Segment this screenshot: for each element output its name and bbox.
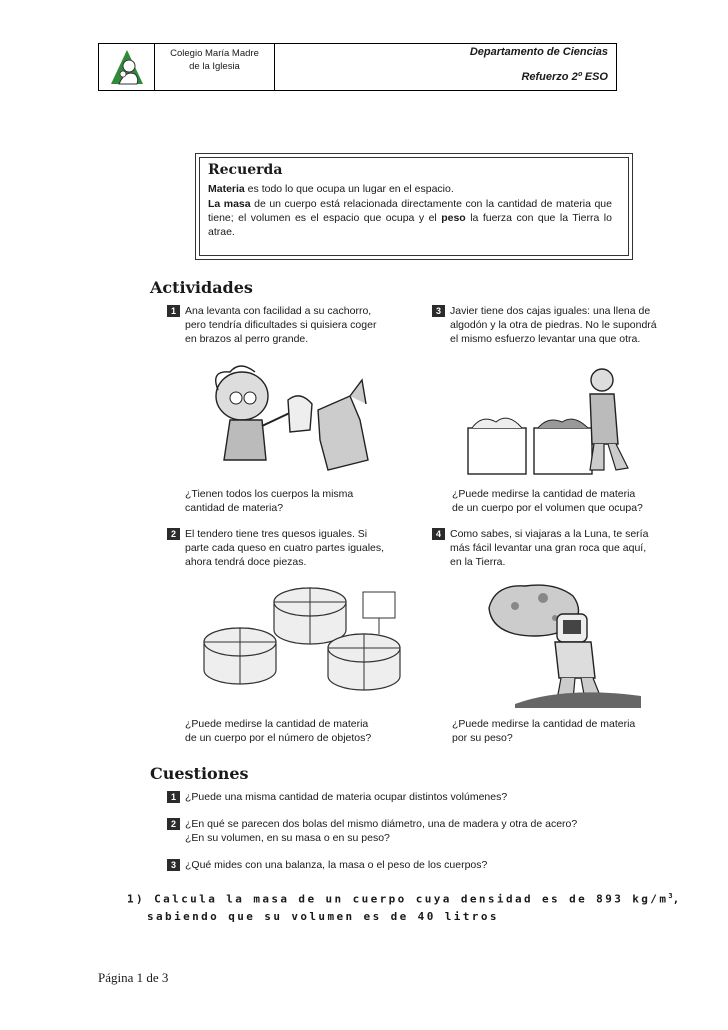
school-name-line2: de la Iglesia — [189, 61, 240, 72]
question-line: cantidad de materia? — [185, 502, 284, 514]
activity-line: El tendero tiene tres quesos iguales. Si — [185, 528, 368, 540]
question-line: ¿Puede medirse la cantidad de materia — [185, 718, 369, 730]
question-number: 1 — [167, 791, 180, 803]
recuerda-paragraph-1 — [208, 182, 612, 196]
question-line: por su peso? — [452, 732, 513, 744]
recuerda-text — [208, 182, 612, 240]
activity-line: Como sabes, si viajaras a la Luna, te sería — [450, 528, 649, 540]
recuerda-box — [195, 153, 633, 260]
problem-punct: , — [672, 892, 682, 906]
question-line: ¿Tienen todos los cuerpos la misma — [185, 488, 354, 500]
question-2 — [167, 817, 637, 847]
question-line: de un cuerpo por el número de objetos? — [185, 732, 372, 744]
problem-text: 1) Calcula la masa de un cuerpo cuya densidad es de 893 kg/m — [127, 892, 669, 906]
question-number: 3 — [167, 859, 180, 871]
activity-number: 3 — [432, 305, 445, 317]
activity-line: Javier tiene dos cajas iguales: una llena de — [450, 305, 651, 317]
term-masa: La masa — [208, 198, 251, 210]
activity-text — [450, 304, 657, 346]
activity-line: en la Tierra. — [450, 556, 506, 568]
activity-number: 1 — [167, 305, 180, 317]
question-text — [185, 817, 577, 845]
question-line: ¿En su volumen, en su masa o en su peso? — [185, 832, 390, 844]
question-1 — [167, 790, 637, 806]
activity-text — [185, 527, 384, 569]
school-logo-icon — [107, 48, 147, 88]
term-materia: Materia — [208, 183, 245, 195]
activity-1 — [167, 304, 417, 348]
activity-3-question — [452, 487, 702, 515]
activity-2-question — [185, 717, 415, 745]
actividades-title: Actividades — [150, 278, 253, 297]
question-line: ¿Puede medirse la cantidad de materia — [452, 718, 636, 730]
girl-and-dog-illustration — [200, 360, 400, 475]
question-line: ¿Puede medirse la cantidad de materia — [452, 488, 636, 500]
recuerda-paragraph-2 — [208, 197, 612, 239]
problem-statement — [127, 888, 682, 925]
problem-line-1 — [127, 888, 682, 908]
activity-4 — [432, 527, 692, 571]
activity-line: más fácil levantar una gran roca que aquí, — [450, 542, 647, 554]
activity-line: en brazos al perro grande. — [185, 333, 309, 345]
cuestiones-title: Cuestiones — [150, 764, 249, 783]
question-3 — [167, 858, 637, 874]
activity-line: pero tendría dificultades si quisiera coger — [185, 319, 377, 331]
boy-and-boxes-illustration — [462, 358, 642, 478]
department-title: Departamento de Ciencias — [469, 46, 608, 58]
activity-text — [185, 304, 376, 346]
department-cell — [275, 44, 616, 90]
question-line: ¿En qué se parecen dos bolas del mismo diámetro, una de madera y otra de acero? — [185, 818, 578, 830]
logo-cell — [99, 44, 155, 90]
recuerda-p2-rest-b: la fuerza con que la Tierra lo atrae. — [208, 212, 612, 238]
question-number: 2 — [167, 818, 180, 830]
activity-3 — [432, 304, 692, 348]
astronaut-rock-illustration — [485, 578, 645, 708]
activity-text — [450, 527, 648, 569]
question-text: ¿Puede una misma cantidad de materia ocupar distintos volúmenes? — [185, 791, 508, 803]
activity-line: parte cada queso en cuatro partes iguales, — [185, 542, 385, 554]
course-label: Refuerzo 2º ESO — [521, 71, 608, 83]
page-number: Página 1 de 3 — [98, 970, 169, 985]
term-peso: peso — [441, 212, 466, 224]
activity-1-question — [185, 487, 415, 515]
activity-2 — [167, 527, 417, 571]
activity-number: 2 — [167, 528, 180, 540]
school-name-cell — [155, 44, 275, 90]
page-header — [98, 43, 617, 91]
problem-exponent: 3 — [668, 892, 673, 900]
question-text: ¿Qué mides con una balanza, la masa o el peso de los cuerpos? — [185, 859, 488, 871]
activity-number: 4 — [432, 528, 445, 540]
school-name-line1: Colegio María Madre — [170, 48, 259, 59]
recuerda-title: Recuerda — [208, 162, 283, 178]
recuerda-p2-rest-a: de un cuerpo está relacionada directamente con la cantidad de materia que tiene; el volumen es el espacio que ocupa y el — [208, 198, 612, 224]
recuerda-p1-rest: es todo lo que ocupa un lugar en el espacio. — [244, 183, 454, 195]
activity-line: algodón y la otra de piedras. No le supondrá — [450, 319, 657, 331]
problem-line-2: sabiendo que su volumen es de 40 litros — [147, 909, 499, 923]
cheese-wheels-illustration — [198, 580, 413, 700]
activity-line: ahora tendrá doce piezas. — [185, 556, 307, 568]
question-line: de un cuerpo por el volumen que ocupa? — [452, 502, 643, 514]
activity-line: Ana levanta con facilidad a su cachorro, — [185, 305, 372, 317]
activity-4-question — [452, 717, 702, 745]
activity-line: el mismo esfuerzo levantar una que otra. — [450, 333, 641, 345]
